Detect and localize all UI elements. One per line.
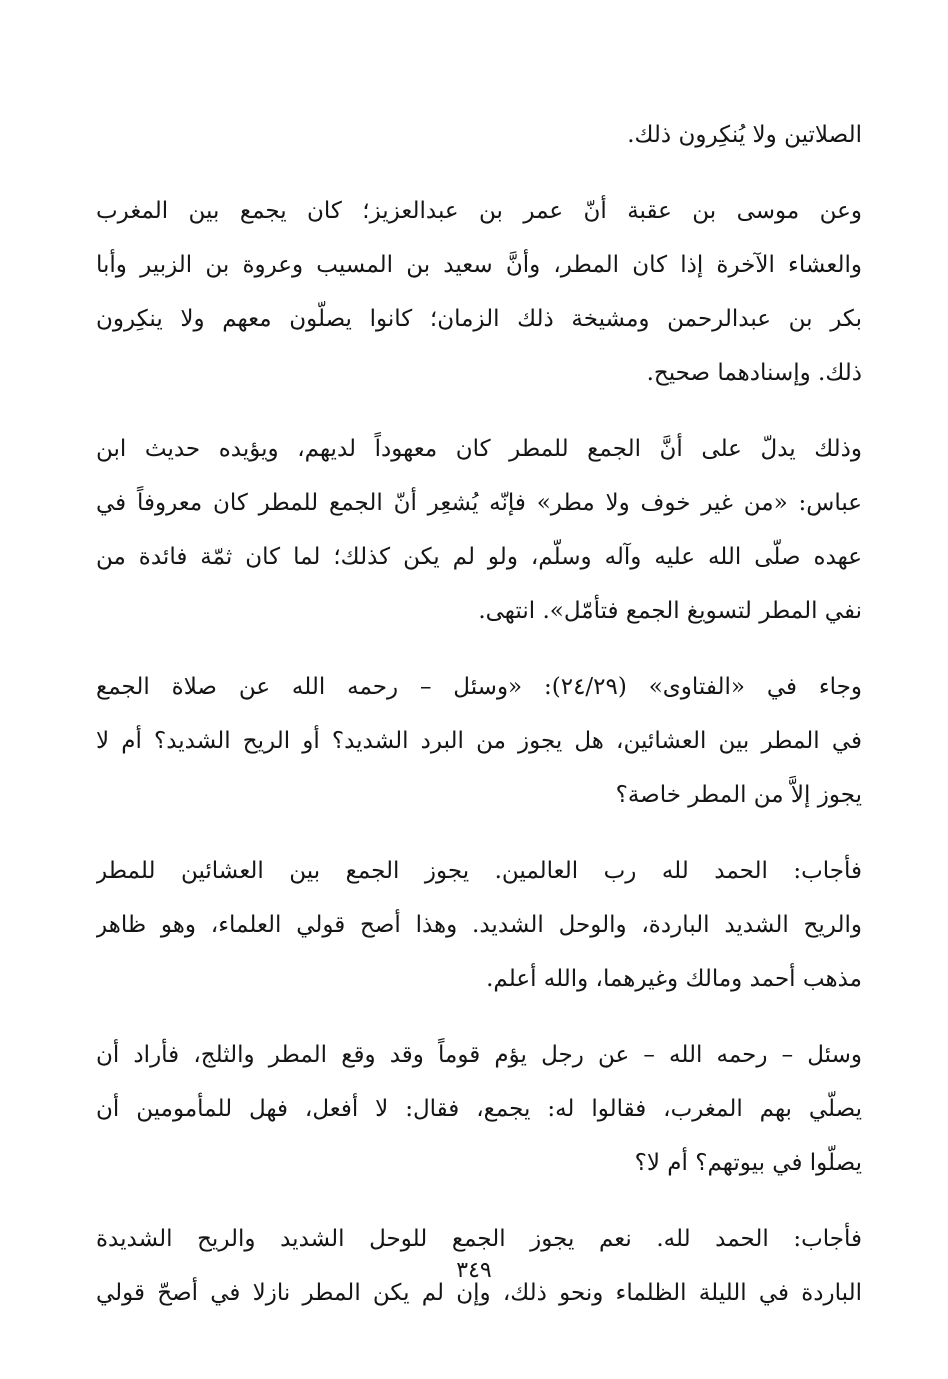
paragraph-4 <box>96 660 862 822</box>
text-line: عهده صلّى الله عليه وآله وسلّم، ولو لم يكن كذلك؛ لما كان ثمّة فائدة من <box>96 544 862 570</box>
text-line: بكر بن عبدالرحمن ومشيخة ذلك الزمان؛ كانوا يصلّون معهم ولا ينكِرون <box>96 306 862 332</box>
paragraph-3 <box>96 422 862 638</box>
page-number: ٣٤٩ <box>456 1258 492 1283</box>
text-line: وعن موسى بن عقبة أنّ عمر بن عبدالعزيز؛ كان يجمع بين المغرب <box>96 198 862 224</box>
paragraph-2 <box>96 184 862 400</box>
text-line: نفي المطر لتسويغ الجمع فتأمّل». انتهى. <box>478 598 862 624</box>
paragraph-1 <box>96 108 862 162</box>
text-line: الصلاتين ولا يُنكِرون ذلك. <box>627 122 862 148</box>
text-line: مذهب أحمد ومالك وغيرهما، والله أعلم. <box>486 966 862 992</box>
text-line: فأجاب: الحمد لله رب العالمين. يجوز الجمع بين العشائين للمطر <box>96 858 862 884</box>
text-line: وذلك يدلّ على أنَّ الجمع للمطر كان معهوداً لديهم، ويؤيده حديث ابن <box>96 436 862 462</box>
text-line: في المطر بين العشائين، هل يجوز من البرد الشديد؟ أو الريح الشديد؟ أم لا <box>96 728 862 754</box>
text-line: والريح الشديد الباردة، والوحل الشديد. وهذا أصح قولي العلماء، وهو ظاهر <box>96 912 862 938</box>
paragraph-6 <box>96 1028 862 1190</box>
text-line: يصلّي بهم المغرب، فقالوا له: يجمع، فقال: لا أفعل، فهل للمأمومين أن <box>96 1096 862 1122</box>
text-line: يجوز إلاَّ من المطر خاصة؟ <box>615 782 862 808</box>
text-line: فأجاب: الحمد لله. نعم يجوز الجمع للوحل الشديد والريح الشديدة <box>96 1226 862 1252</box>
text-line: الباردة في الليلة الظلماء ونحو ذلك، وإن لم يكن المطر نازلا في أصحّ قولي <box>96 1280 862 1306</box>
paragraph-5 <box>96 844 862 1006</box>
text-line: والعشاء الآخرة إذا كان المطر، وأنَّ سعيد بن المسيب وعروة بن الزبير وأبا <box>96 252 862 278</box>
text-line: وسئل – رحمه الله – عن رجل يؤم قوماً وقد وقع المطر والثلج، فأراد أن <box>96 1042 862 1068</box>
text-line: عباس: «من غير خوف ولا مطر» فإنّه يُشعِر أنّ الجمع للمطر كان معروفاً في <box>96 490 862 516</box>
text-line: يصلّوا في بيوتهم؟ أم لا؟ <box>634 1150 862 1176</box>
page-body <box>96 108 862 1342</box>
text-line: ذلك. وإسنادهما صحيح. <box>646 360 862 386</box>
text-line: وجاء في «الفتاوى» (٢٤/٢٩): «وسئل – رحمه الله عن صلاة الجمع <box>96 674 862 700</box>
